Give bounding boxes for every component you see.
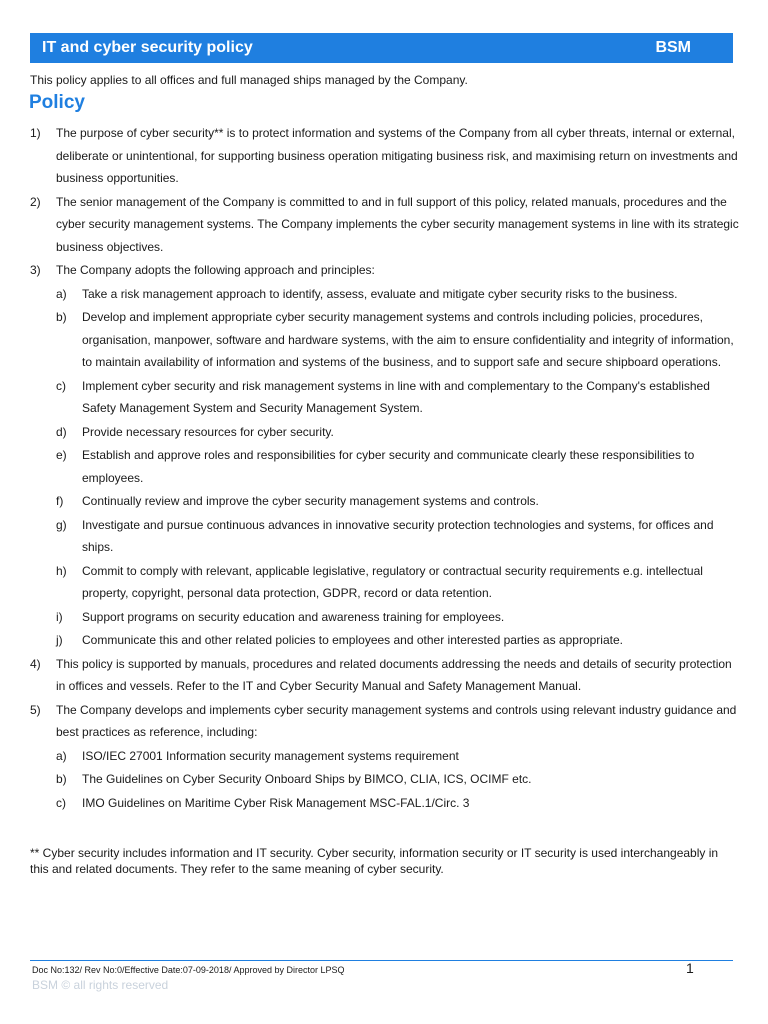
policy-item-1 (30, 122, 740, 190)
document-title: IT and cyber security policy (42, 39, 253, 56)
policy-item-5 (30, 699, 740, 744)
policy-body (30, 122, 740, 815)
policy-heading: Policy (29, 92, 85, 113)
policy-item-4 (30, 653, 740, 698)
policy-subitem (56, 768, 740, 791)
policy-subitem (56, 606, 740, 629)
subitem-text: Commit to comply with relevant, applicable legislative, regulatory or contractual security requirements e.g. intellectual property, copyright, personal data protection, GDPR, record or data retention. (82, 563, 703, 600)
item-number: 1) (30, 126, 41, 140)
subitem-letter: f) (56, 494, 64, 508)
subitem-text: Establish and approve roles and responsibilities for cyber security and communicate clearly these responsibilities to employees. (82, 448, 695, 485)
header-bar (30, 33, 733, 63)
subitem-letter: c) (56, 795, 66, 810)
footer-divider (30, 960, 733, 961)
item-number: 2) (30, 194, 41, 209)
subitem-letter: b) (56, 772, 67, 786)
subitem-text: Investigate and pursue continuous advances in innovative security protection technologies and systems, for offices and ships. (82, 517, 714, 554)
item-text: This policy is supported by manuals, procedures and related documents addressing the needs and details of security protection in offices and vessels. Refer to the IT and Cyber Security Manual and Safety Management Manual. (56, 656, 732, 693)
subitem-letter: d) (56, 424, 67, 439)
subitem-text: IMO Guidelines on Maritime Cyber Risk Management MSC-FAL.1/Circ. 3 (82, 795, 470, 810)
subitem-letter: j) (56, 633, 63, 647)
policy-subitem (56, 444, 740, 489)
subitem-text: ISO/IEC 27001 Information security management systems requirement (82, 748, 459, 763)
policy-subitem (56, 514, 740, 559)
subitem-letter: c) (56, 378, 66, 393)
subitem-letter: i) (56, 609, 63, 624)
policy-subitem (56, 629, 740, 652)
footer-doc-info: Doc No:132/ Rev No:0/Effective Date:07-09-2018/ Approved by Director LPSQ (32, 965, 345, 975)
item-text: The purpose of cyber security** is to protect information and systems of the Company from all cyber threats, internal or external, deliberate or unintentional, for supporting business operation mitigating business risk, and maximising return on investments and business opportunities. (56, 126, 738, 185)
policy-subitem (56, 421, 740, 444)
brand-label: BSM (655, 39, 691, 56)
policy-subitem (56, 490, 740, 513)
policy-item-2 (30, 191, 740, 259)
item-number: 4) (30, 656, 41, 671)
subitem-letter: e) (56, 448, 67, 462)
policy-subitem (56, 792, 740, 815)
item-number: 3) (30, 263, 41, 277)
subitem-text: Continually review and improve the cyber security management systems and controls. (82, 494, 539, 508)
policy-subitem (56, 560, 740, 605)
subitem-text: Develop and implement appropriate cyber security management systems and controls including policies, procedures, organisation, manpower, software and hardware systems, with the aim to ensure confidentiality and integrity of information, to maintain availability of information and systems of the business, and to support safe and secure shipboard operations. (82, 310, 734, 369)
subitem-letter: b) (56, 310, 67, 324)
policy-subitem (56, 745, 740, 768)
policy-item-3 (30, 259, 740, 282)
item-number: 5) (30, 702, 41, 717)
item-text: The Company adopts the following approach and principles: (56, 263, 375, 277)
footnote: ** Cyber security includes information and IT security. Cyber security, information security or IT security is used interchangeably in this and related documents. They refer to the same meaning of cyber security. (30, 846, 719, 876)
item-text: The senior management of the Company is committed to and in full support of this policy, related manuals, procedures and the cyber security management systems. The Company implements the cyber security management systems in line with its strategic business objectives. (56, 194, 739, 254)
footer-rights: BSM © all rights reserved (32, 978, 169, 992)
subitem-text: Support programs on security education and awareness training for employees. (82, 609, 505, 624)
item-text: The Company develops and implements cyber security management systems and controls using relevant industry guidance and best practices as reference, including: (56, 702, 737, 739)
subitem-letter: a) (56, 286, 67, 301)
subitem-letter: h) (56, 563, 67, 578)
subitem-text: The Guidelines on Cyber Security Onboard Ships by BIMCO, CLIA, ICS, OCIMF etc. (82, 772, 532, 786)
subitem-text: Communicate this and other related policies to employees and other interested parties as appropriate. (82, 633, 623, 647)
subitem-letter: g) (56, 517, 67, 532)
policy-subitem (56, 306, 740, 374)
policy-subitem (56, 283, 740, 306)
intro-text: This policy applies to all offices and full managed ships managed by the Company. (30, 73, 468, 87)
page-number: 1 (686, 960, 694, 976)
subitem-letter: a) (56, 748, 67, 763)
subitem-text: Provide necessary resources for cyber security. (82, 424, 334, 439)
policy-subitem (56, 375, 740, 420)
subitem-text: Implement cyber security and risk management systems in line with and complementary to the Company's established Safety Management System and Security Management System. (82, 378, 710, 415)
subitem-text: Take a risk management approach to identify, assess, evaluate and mitigate cyber security risks to the business. (82, 286, 678, 301)
